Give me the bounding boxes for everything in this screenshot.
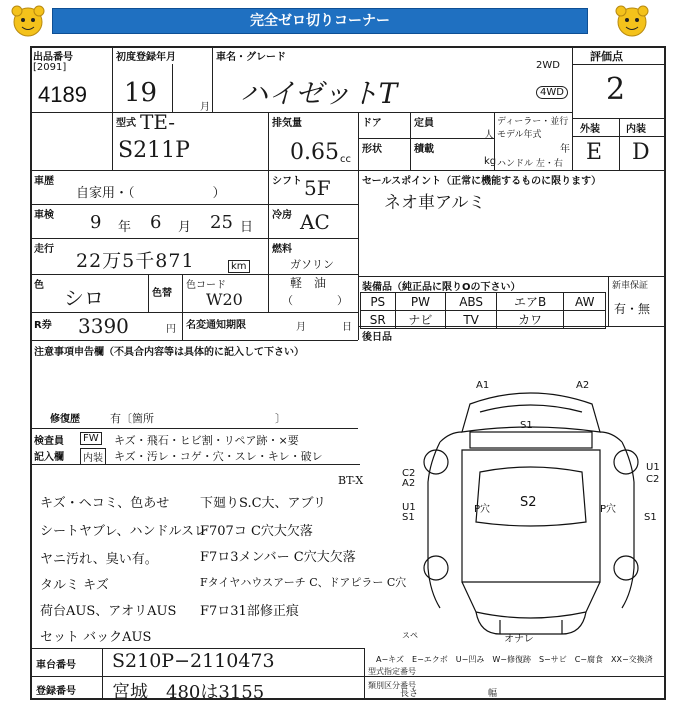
header-title: 完全ゼロ切りコーナー [250,13,390,29]
diag-label-spare: スペ [402,631,418,640]
doors-label: ドア [362,118,382,129]
equip-navi: ナビ [395,311,446,329]
diag-label-s2: S2 [520,495,537,510]
diag-label-a2: A2 [576,380,590,391]
recycle-unit: 円 [166,324,176,335]
inspection-month-unit: 月 [178,220,192,235]
lot-label: 出品番号 [33,52,73,63]
width-label: 幅 [488,689,498,699]
note-bt: BT-X [338,474,364,487]
recycle-label: R券 [34,320,52,331]
shift-value: 5F [304,176,331,200]
category-label: 類別区分番号 [368,681,416,690]
warranty-label: 新車保証 [612,281,649,291]
name-change-day: 日 [342,322,352,333]
first-reg-year: 19 [124,78,158,108]
note-right-5: F7ロ31部修正痕 [200,604,299,619]
inspection-month: 6 [150,212,162,233]
bear-mascot-right-icon [610,2,654,38]
model-year-label: モデル年式 [497,130,542,140]
sales-point-label: セールスポイント（正常に機能するものに限ります） [362,176,602,187]
displacement-value: 0.65 [290,140,339,165]
fuel-gasoline: ガソリン [290,258,334,271]
diag-label-s1-right: S1 [644,512,657,523]
car-name-label: 車名・グレード [216,52,286,63]
entry-label: 記入欄 [34,452,64,463]
diag-label-p-right: P穴 [600,504,617,515]
color-code-label: 色コード [186,280,226,291]
drive-4wd: 4WD [536,86,568,99]
ac-label: 冷房 [272,210,292,221]
equip-pw: PW [395,293,446,311]
after-input-label: 後日品 [362,332,392,343]
mileage-unit: km [228,260,250,273]
first-reg-label: 初度登録年月 [116,52,176,63]
equip-label: 装備品（純正品に限りOの下さい） [362,282,521,293]
recycle-value: 3390 [78,314,129,338]
first-reg-month-label: 月 [200,102,210,113]
note-left-4: タルミ キズ [40,578,109,593]
note-right-1: 下廻りS.C大、アブリ [200,496,327,511]
model-value-1: TE- [140,110,176,134]
equip-leather: カワ [496,311,564,329]
usage-value: 自家用・（ ） [76,186,226,201]
chassis-value: S210P−2110473 [112,650,275,672]
note-left-6: セット バックAUS [40,630,152,645]
chassis-label: 車台番号 [36,660,76,671]
model-label: 型式 [116,118,136,129]
displacement-label: 排気量 [272,118,302,129]
legend: A−キズ E−エクボ U−凹み W−修復跡 S−サビ C−腐食 XX−交換済 [376,655,653,664]
equipment-table [360,292,606,329]
note-left-3: ヤニ汚れ、臭い有。 [40,552,158,567]
name-change-label: 名変通知期限 [186,320,246,331]
diag-label-bottom: オナレ [504,634,534,644]
handle-label: ハンドル 左・右 [497,159,563,169]
model-value-2: S211P [118,138,190,163]
load-label: 積載 [414,144,434,155]
entry-items: キズ・汚レ・コゲ・穴・スレ・キレ・破レ [114,450,323,463]
inspection-day-unit: 日 [240,220,254,235]
name-change-month: 月 [296,322,306,333]
usage-label: 車歴 [34,176,54,187]
diag-label-u1-right: U1 [646,462,660,473]
color-change-label: 色替 [152,288,172,299]
equip-airbag: エアB [496,293,564,311]
dealer-label: ディーラー・並行 [497,117,569,127]
shift-label: シフト [272,176,302,187]
color-value: シロ [64,286,104,310]
fuel-label: 燃料 [272,244,292,255]
diag-label-s1-top: S1 [520,420,533,431]
fuel-diesel: 軽 油 [290,276,327,290]
repair-label: 修復歴 [50,414,80,425]
equip-tv: TV [446,311,497,329]
shape-label: 形状 [362,144,382,155]
plate-label: 登録番号 [36,686,76,697]
diag-label-u1-left: U1 [402,502,416,513]
note-right-2: F707コ C穴大欠落 [200,524,313,539]
entry-interior: 内装 [80,448,106,465]
grade-value: 2 [606,72,626,107]
equip-ps: PS [361,293,396,311]
diag-label-p-left: P穴 [474,504,491,515]
sales-point-value: ネオ車アルミ [384,193,486,213]
interior-label: 内装 [626,124,646,135]
grade-label: 評価点 [590,50,623,63]
note-left-1: キズ・ヘコミ、色あせ [40,496,170,511]
lot-number: 4189 [38,82,87,107]
equip-sr: SR [361,311,396,329]
ac-value: AC [300,210,330,234]
mileage-value: 22万5千871 [76,250,195,272]
diag-label-a1: A1 [476,380,490,391]
note-right-4: Fタイヤハウスアーチ C、ドアピラー C穴 [200,576,407,589]
inspection-day: 25 [210,212,233,233]
diag-label-s1-left: S1 [402,512,415,523]
fuel-other: （ ） [282,294,348,307]
repair-value: 有〔箇所 〕 [110,412,286,425]
color-label: 色 [34,280,44,291]
inspection-label: 車検 [34,210,54,221]
equip-aw: AW [564,293,606,311]
capacity-unit: 人 [484,130,494,141]
inspection-year: 9 [90,212,102,233]
plate-value: 宮城 480は3155 [112,682,265,703]
lot-sub: [2091] [33,62,67,73]
model-year-unit: 年 [560,144,570,155]
diag-label-c2-left: C2 [402,468,416,479]
diag-label-a2-left: A2 [402,478,416,489]
inspector-items: キズ・飛石・ヒビ割・リペア跡・×要 [114,434,299,447]
header [0,0,700,40]
note-left-5: 荷台AUS、アオリAUS [40,604,177,619]
note-left-2: シートヤブレ、ハンドルスレ [40,524,208,539]
capacity-label: 定員 [414,118,434,129]
warranty-value: 有・無 [614,302,651,316]
exterior-value: E [586,140,603,165]
notes-label: 注意事項申告欄（不具合内容等は具体的に記入して下さい） [34,347,304,358]
car-damage-diagram [400,372,662,644]
drive-2wd: 2WD [536,60,560,71]
note-right-3: F7ロ3メンバー C穴大欠落 [200,550,356,565]
diag-label-c2-right: C2 [646,474,660,485]
interior-value: D [632,140,650,165]
bear-mascot-left-icon [6,2,50,38]
load-unit: kg [484,156,497,167]
inspection-year-unit: 年 [118,220,132,235]
inspector-label: 検査員 [34,436,64,447]
color-code-value: W20 [206,290,243,309]
equip-abs: ABS [446,293,497,311]
exterior-label: 外装 [580,124,600,135]
approx-label: 型式指定番号 [368,667,416,676]
displacement-unit: cc [340,154,351,165]
length-label: 長さ [400,689,419,699]
car-name-value: ハイゼットT [240,77,398,110]
mileage-label: 走行 [34,244,54,255]
header-title-bar [52,8,588,34]
inspector-fw: FW [80,432,102,445]
